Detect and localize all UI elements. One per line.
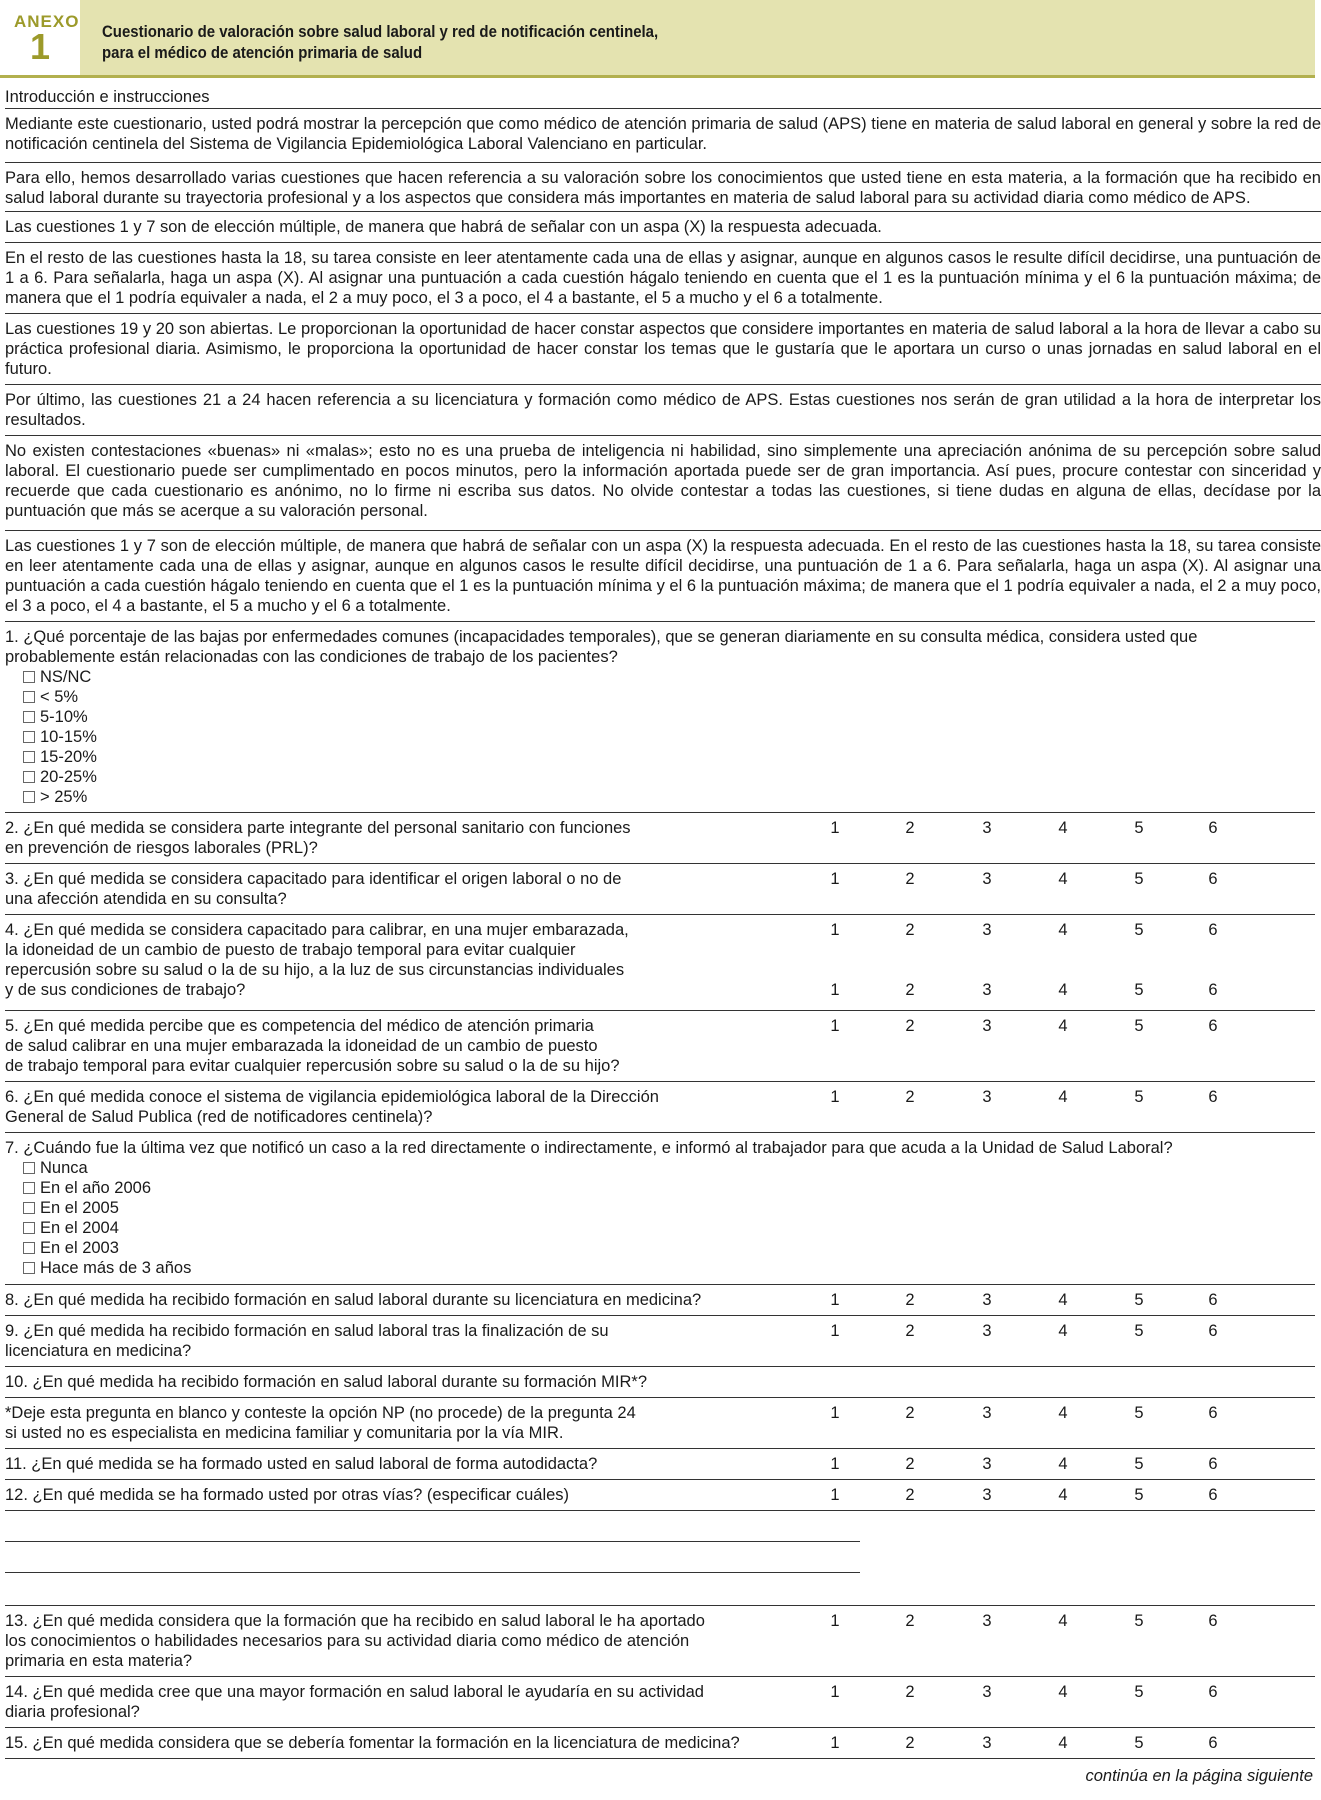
rating-scale	[5, 1611, 1315, 1631]
rating-option-5[interactable]: 5	[1134, 1455, 1144, 1473]
question-12	[5, 1479, 1315, 1505]
intro-paragraph	[5, 242, 1321, 308]
question-7-options	[23, 1158, 1315, 1278]
rating-option-4[interactable]: 4	[1058, 1322, 1068, 1340]
option-item[interactable]	[23, 747, 1315, 767]
option-label: Nunca	[40, 1159, 88, 1177]
title-line-2: para el médico de atención primaria de salud	[102, 43, 423, 62]
question-text: 3. ¿En qué medida se considera capacitado para identificar el origen laboral o no de una afección atendida en su consulta?	[5, 870, 622, 908]
option-item[interactable]	[23, 1238, 1315, 1258]
checkbox[interactable]	[23, 1202, 35, 1214]
rating-option-1[interactable]: 1	[830, 870, 840, 888]
option-label: 10-15%	[40, 728, 97, 746]
question-text: 8. ¿En qué medida ha recibido formación en salud laboral durante su licenciatura en medicina?	[5, 1291, 702, 1309]
rating-option-1[interactable]: 1	[830, 1734, 840, 1752]
continues-note: continúa en la página siguiente	[1085, 1767, 1313, 1785]
intro-paragraph	[5, 162, 1321, 208]
rating-option-4[interactable]: 4	[1058, 1404, 1068, 1422]
option-label: < 5%	[40, 688, 79, 706]
rating-scale	[5, 920, 1315, 940]
intro-text: No existen contestaciones «buenas» ni «malas»; esto no es una prueba de inteligencia ni habilidad, sino simplemente una apreciación anónima de su percepción sobre salud laboral. El cuestionario puede ser cumplimentado en pocos minutos, pero la información aportada puede ser de gran importancia. Así pues, procure contestar con sinceridad y recuerde que cada cuestionario es anónimo, no lo firme ni escriba sus datos. No olvide contestar a todas las cuestiones, si tiene dudas en alguna de ellas, decídase por la puntuación que más se acerque a su valoración personal.	[5, 442, 1321, 520]
question-3	[5, 863, 1315, 909]
rating-option-6[interactable]: 6	[1208, 819, 1218, 837]
rating-option-3[interactable]: 3	[982, 1017, 992, 1035]
question-text: 7. ¿Cuándo fue la última vez que notificó un caso a la red directamente o indirectamente, e informó al trabajador para que acuda a la Unidad de Salud Laboral?	[5, 1139, 1173, 1157]
rating-option-6[interactable]: 6	[1208, 870, 1218, 888]
option-label: > 25%	[40, 788, 88, 806]
rating-option-5[interactable]: 5	[1134, 1017, 1144, 1035]
question-9	[5, 1315, 1315, 1361]
checkbox[interactable]	[23, 1222, 35, 1234]
question-note: *Deje esta pregunta en blanco y conteste la opción NP (no procede) de la pregunta 24 si usted no es especialista en medicina familiar y comunitaria por la vía MIR.	[5, 1404, 636, 1442]
rating-option-4[interactable]: 4	[1058, 819, 1068, 837]
rating-option-2[interactable]: 2	[905, 1734, 915, 1752]
option-item[interactable]	[23, 727, 1315, 747]
rating-option-6[interactable]: 6	[1208, 1612, 1218, 1630]
option-item[interactable]	[23, 1178, 1315, 1198]
intro-text: En el resto de las cuestiones hasta la 18, su tarea consiste en leer atentamente cada una de ellas y asignar, aunque en algunos casos le resulte difícil decidirse, una puntuación de 1 a 6. Para señalarla, haga un aspa (X). Al asignar una puntuación a cada cuestión hágalo teniendo en cuenta que el 1 es la puntuación mínima y el 6 la puntuación máxima; de manera que el 1 podría equivaler a nada, el 2 a muy poco, el 3 a poco, el 4 a bastante, el 5 a mucho y el 6 a totalmente.	[5, 249, 1321, 307]
rating-option-2[interactable]: 2	[905, 981, 915, 999]
rating-option-1[interactable]: 1	[830, 1486, 840, 1504]
rating-option-3[interactable]: 3	[982, 1088, 992, 1106]
rating-option-5[interactable]: 5	[1134, 1486, 1144, 1504]
rating-option-1[interactable]: 1	[830, 1404, 840, 1422]
rating-option-1[interactable]: 1	[830, 1017, 840, 1035]
rating-option-1[interactable]: 1	[830, 819, 840, 837]
option-item[interactable]	[23, 687, 1315, 707]
rating-scale	[5, 869, 1315, 889]
question-text: 4. ¿En qué medida se considera capacitado para calibrar, en una mujer embarazada, la idoneidad de un cambio de puesto de trabajo temporal para evitar cualquier repercusión sobre su salud o la de su hijo, a la luz de sus circunstancias individuales y de sus condiciones de trabajo?	[5, 921, 629, 999]
question-2	[5, 812, 1315, 858]
rating-option-1[interactable]: 1	[830, 1291, 840, 1309]
rating-option-2[interactable]: 2	[905, 1088, 915, 1106]
option-item[interactable]	[23, 787, 1315, 807]
rating-option-1[interactable]: 1	[830, 1455, 840, 1473]
intro-paragraph	[5, 211, 1321, 237]
page-title	[102, 21, 1070, 63]
checkbox[interactable]	[23, 791, 35, 803]
intro-text: Por último, las cuestiones 21 a 24 hacen referencia a su licenciatura y formación como médico de APS. Estas cuestiones nos serán de gran utilidad a la hora de interpretar los resultados.	[5, 391, 1321, 429]
write-in-line[interactable]	[5, 1572, 860, 1573]
rating-option-3[interactable]: 3	[982, 1612, 992, 1630]
rating-option-4[interactable]: 4	[1058, 1683, 1068, 1701]
rating-option-1[interactable]: 1	[830, 1322, 840, 1340]
rating-option-6[interactable]: 6	[1208, 1017, 1218, 1035]
option-label: Hace más de 3 años	[40, 1259, 192, 1277]
rating-option-3[interactable]: 3	[982, 1291, 992, 1309]
rating-option-3[interactable]: 3	[982, 1322, 992, 1340]
rating-option-1[interactable]: 1	[830, 1088, 840, 1106]
intro-text: Las cuestiones 19 y 20 son abiertas. Le proporcionan la oportunidad de hacer constar aspectos que considere importantes en materia de salud laboral a la hora de llevar a cabo su práctica profesional diaria. Asimismo, le proporciona la oportunidad de hacer constar los temas que le gustaría que le aportara un curso o unas jornadas en salud laboral en el futuro.	[5, 320, 1321, 378]
rating-option-5[interactable]: 5	[1134, 1612, 1144, 1630]
checkbox[interactable]	[23, 1262, 35, 1274]
intro-text: Las cuestiones 1 y 7 son de elección múltiple, de manera que habrá de señalar con un aspa (X) la respuesta adecuada. En el resto de las cuestiones hasta la 18, su tarea consiste en leer atentamente cada una de ellas y asignar, aunque en algunos casos le resulte difícil decidirse, una puntuación de 1 a 6. Para señalarla, haga un aspa (X). Al asignar una puntuación a cada cuestión hágalo teniendo en cuenta que el 1 es la puntuación mínima y el 6 la puntuación máxima; de manera que el 1 podría equivaler a nada, el 2 a muy poco, el 3 a poco, el 4 a bastante, el 5 a mucho y el 6 a totalmente.	[5, 537, 1321, 615]
question-15	[5, 1727, 1315, 1753]
rating-option-3[interactable]: 3	[982, 981, 992, 999]
question-8	[5, 1284, 1315, 1310]
question-7	[5, 1132, 1315, 1278]
rating-option-2[interactable]: 2	[905, 1322, 915, 1340]
rating-scale	[5, 1733, 1315, 1753]
checkbox[interactable]	[23, 671, 35, 683]
rating-option-4[interactable]: 4	[1058, 981, 1068, 999]
question-text: 9. ¿En qué medida ha recibido formación en salud laboral tras la finalización de su licenciatura en medicina?	[5, 1322, 609, 1360]
option-label: En el 2004	[40, 1219, 119, 1237]
rating-option-5[interactable]: 5	[1134, 1404, 1144, 1422]
rating-option-6[interactable]: 6	[1208, 1455, 1218, 1473]
rating-option-5[interactable]: 5	[1134, 870, 1144, 888]
checkbox[interactable]	[23, 771, 35, 783]
rating-option-5[interactable]: 5	[1134, 819, 1144, 837]
rating-scale	[5, 818, 1315, 838]
option-item[interactable]	[23, 1158, 1315, 1178]
question-text: 11. ¿En qué medida se ha formado usted en salud laboral de forma autodidacta?	[5, 1455, 598, 1473]
rating-option-4[interactable]: 4	[1058, 1017, 1068, 1035]
rating-option-1[interactable]: 1	[830, 921, 840, 939]
option-item[interactable]	[23, 1198, 1315, 1218]
annex-badge	[0, 0, 80, 75]
rating-option-3[interactable]: 3	[982, 1404, 992, 1422]
rating-option-3[interactable]: 3	[982, 1486, 992, 1504]
intro-paragraph	[5, 313, 1321, 379]
rating-option-6[interactable]: 6	[1208, 1404, 1218, 1422]
rating-option-3[interactable]: 3	[982, 870, 992, 888]
question-1	[5, 621, 1315, 807]
rating-option-4[interactable]: 4	[1058, 1088, 1068, 1106]
checkbox[interactable]	[23, 1242, 35, 1254]
question-4	[5, 914, 1315, 1000]
rating-option-6[interactable]: 6	[1208, 1322, 1218, 1340]
rating-option-6[interactable]: 6	[1208, 1734, 1218, 1752]
rating-option-4[interactable]: 4	[1058, 1291, 1068, 1309]
intro-text: Mediante este cuestionario, usted podrá mostrar la percepción que como médico de atención primaria de salud (APS) tiene en materia de salud laboral en general y sobre la red de notificación centinela del Sistema de Vigilancia Epidemiológica Laboral Valenciano en particular.	[5, 115, 1321, 153]
question-text: 15. ¿En qué medida considera que se debería fomentar la formación en la licenciatura de medicina?	[5, 1734, 740, 1752]
rating-option-4[interactable]: 4	[1058, 1612, 1068, 1630]
option-label: 5-10%	[40, 708, 88, 726]
checkbox[interactable]	[23, 731, 35, 743]
option-label: En el 2003	[40, 1239, 119, 1257]
intro-text: Las cuestiones 1 y 7 son de elección múltiple, de manera que habrá de señalar con un aspa (X) la respuesta adecuada.	[5, 218, 882, 236]
question-10-note	[5, 1397, 1315, 1443]
rating-scale	[5, 1485, 1315, 1505]
rating-option-4[interactable]: 4	[1058, 1455, 1068, 1473]
annex-number: 1	[30, 26, 51, 67]
question-text: 1. ¿Qué porcentaje de las bajas por enfermedades comunes (incapacidades temporales), que se generan diariamente en su consulta médica, considera usted que probablemente están relacionadas con las condiciones de trabajo de los pacientes?	[5, 628, 1198, 666]
rating-scale	[5, 1682, 1315, 1702]
rating-option-6[interactable]: 6	[1208, 1088, 1218, 1106]
question-text: 10. ¿En qué medida ha recibido formación en salud laboral durante su formación MIR*?	[5, 1373, 648, 1391]
question-text: 12. ¿En qué medida se ha formado usted por otras vías? (especificar cuáles)	[5, 1486, 570, 1504]
rating-option-4[interactable]: 4	[1058, 921, 1068, 939]
rating-option-5[interactable]: 5	[1134, 1088, 1144, 1106]
rating-option-5[interactable]: 5	[1134, 1322, 1144, 1340]
divider	[5, 1758, 1315, 1759]
rating-option-6[interactable]: 6	[1208, 921, 1218, 939]
rating-option-5[interactable]: 5	[1134, 1291, 1144, 1309]
rating-scale	[5, 1403, 1315, 1423]
title-line-1: Cuestionario de valoración sobre salud laboral y red de notificación centinela,	[102, 22, 659, 41]
rating-option-4[interactable]: 4	[1058, 1734, 1068, 1752]
rating-option-6[interactable]: 6	[1208, 1683, 1218, 1701]
rating-option-5[interactable]: 5	[1134, 1683, 1144, 1701]
question-text: 5. ¿En qué medida percibe que es competencia del médico de atención primaria de salud calibrar en una mujer embarazada la idoneidad de un cambio de puesto de trabajo temporal para evitar cualquier repercusión sobre su salud o la de su hijo?	[5, 1017, 620, 1075]
rating-option-2[interactable]: 2	[905, 1404, 915, 1422]
option-item[interactable]	[23, 767, 1315, 787]
intro-paragraph	[5, 384, 1321, 430]
option-item[interactable]	[23, 707, 1315, 727]
rating-option-5[interactable]: 5	[1134, 921, 1144, 939]
question-14	[5, 1676, 1315, 1722]
rating-option-5[interactable]: 5	[1134, 1734, 1144, 1752]
write-in-line[interactable]	[5, 1541, 860, 1542]
rating-option-2[interactable]: 2	[905, 1612, 915, 1630]
question-5	[5, 1010, 1315, 1076]
intro-heading-block	[5, 82, 1321, 107]
checkbox[interactable]	[23, 711, 35, 723]
checkbox[interactable]	[23, 1162, 35, 1174]
rating-scale	[5, 1321, 1315, 1341]
rating-option-3[interactable]: 3	[982, 819, 992, 837]
option-label: 20-25%	[40, 768, 97, 786]
rating-option-2[interactable]: 2	[905, 870, 915, 888]
question-text: 2. ¿En qué medida se considera parte integrante del personal sanitario con funciones en prevención de riesgos laborales (PRL)?	[5, 819, 631, 857]
checkbox[interactable]	[23, 751, 35, 763]
rating-option-2[interactable]: 2	[905, 1486, 915, 1504]
rating-option-6[interactable]: 6	[1208, 1291, 1218, 1309]
question-6	[5, 1081, 1315, 1127]
intro-paragraph	[5, 530, 1321, 616]
question-1-options	[23, 667, 1315, 807]
option-label: NS/NC	[40, 668, 92, 686]
question-text: 6. ¿En qué medida conoce el sistema de vigilancia epidemiológica laboral de la Dirección General de Salud Publica (red de notificadores centinela)?	[5, 1088, 659, 1126]
question-13	[5, 1605, 1315, 1671]
rating-option-1[interactable]: 1	[830, 1683, 840, 1701]
rating-option-6[interactable]: 6	[1208, 981, 1218, 999]
option-item[interactable]	[23, 1258, 1315, 1278]
rating-scale	[5, 1454, 1315, 1474]
divider	[5, 1510, 1315, 1511]
intro-paragraph	[5, 108, 1321, 154]
rating-option-3[interactable]: 3	[982, 1734, 992, 1752]
intro-text: Para ello, hemos desarrollado varias cuestiones que hacen referencia a su valoración sobre los conocimientos que usted tiene en esta materia, a la formación que ha recibido en salud laboral durante su trayectoria profesional y a los aspectos que considera más importantes en materia de salud laboral para su actividad diaria como médico de APS.	[5, 169, 1321, 207]
option-item[interactable]	[23, 667, 1315, 687]
intro-paragraph	[5, 435, 1321, 521]
option-label: 15-20%	[40, 748, 97, 766]
question-text: 14. ¿En qué medida cree que una mayor formación en salud laboral le ayudaría en su actividad diaria profesional?	[5, 1683, 704, 1721]
rating-option-2[interactable]: 2	[905, 921, 915, 939]
rating-option-3[interactable]: 3	[982, 1683, 992, 1701]
rating-option-5[interactable]: 5	[1134, 981, 1144, 999]
rating-scale	[5, 1087, 1315, 1107]
rating-option-2[interactable]: 2	[905, 1017, 915, 1035]
intro-heading: Introducción e instrucciones	[5, 88, 210, 106]
rating-option-1[interactable]: 1	[830, 1612, 840, 1630]
rating-option-2[interactable]: 2	[905, 1455, 915, 1473]
rating-option-2[interactable]: 2	[905, 1291, 915, 1309]
rating-option-4[interactable]: 4	[1058, 1486, 1068, 1504]
option-label: En el 2005	[40, 1199, 119, 1217]
question-11	[5, 1448, 1315, 1474]
rating-scale	[5, 1016, 1315, 1036]
option-label: En el año 2006	[40, 1179, 152, 1197]
rating-option-3[interactable]: 3	[982, 921, 992, 939]
question-text: 13. ¿En qué medida considera que la formación que ha recibido en salud laboral le ha aportado los conocimientos o habilidades necesarios para su actividad diaria como médico de atención primaria en esta materia?	[5, 1612, 705, 1670]
question-10	[5, 1366, 1315, 1392]
rating-option-2[interactable]: 2	[905, 1683, 915, 1701]
rating-option-6[interactable]: 6	[1208, 1486, 1218, 1504]
rating-scale	[5, 980, 1315, 1000]
annex-label: ANEXO	[14, 12, 80, 31]
annex-header	[0, 0, 1315, 78]
checkbox[interactable]	[23, 691, 35, 703]
checkbox[interactable]	[23, 1182, 35, 1194]
rating-option-3[interactable]: 3	[982, 1455, 992, 1473]
rating-option-4[interactable]: 4	[1058, 870, 1068, 888]
rating-option-2[interactable]: 2	[905, 819, 915, 837]
option-item[interactable]	[23, 1218, 1315, 1238]
rating-scale	[5, 1290, 1315, 1310]
rating-option-1[interactable]: 1	[830, 981, 840, 999]
